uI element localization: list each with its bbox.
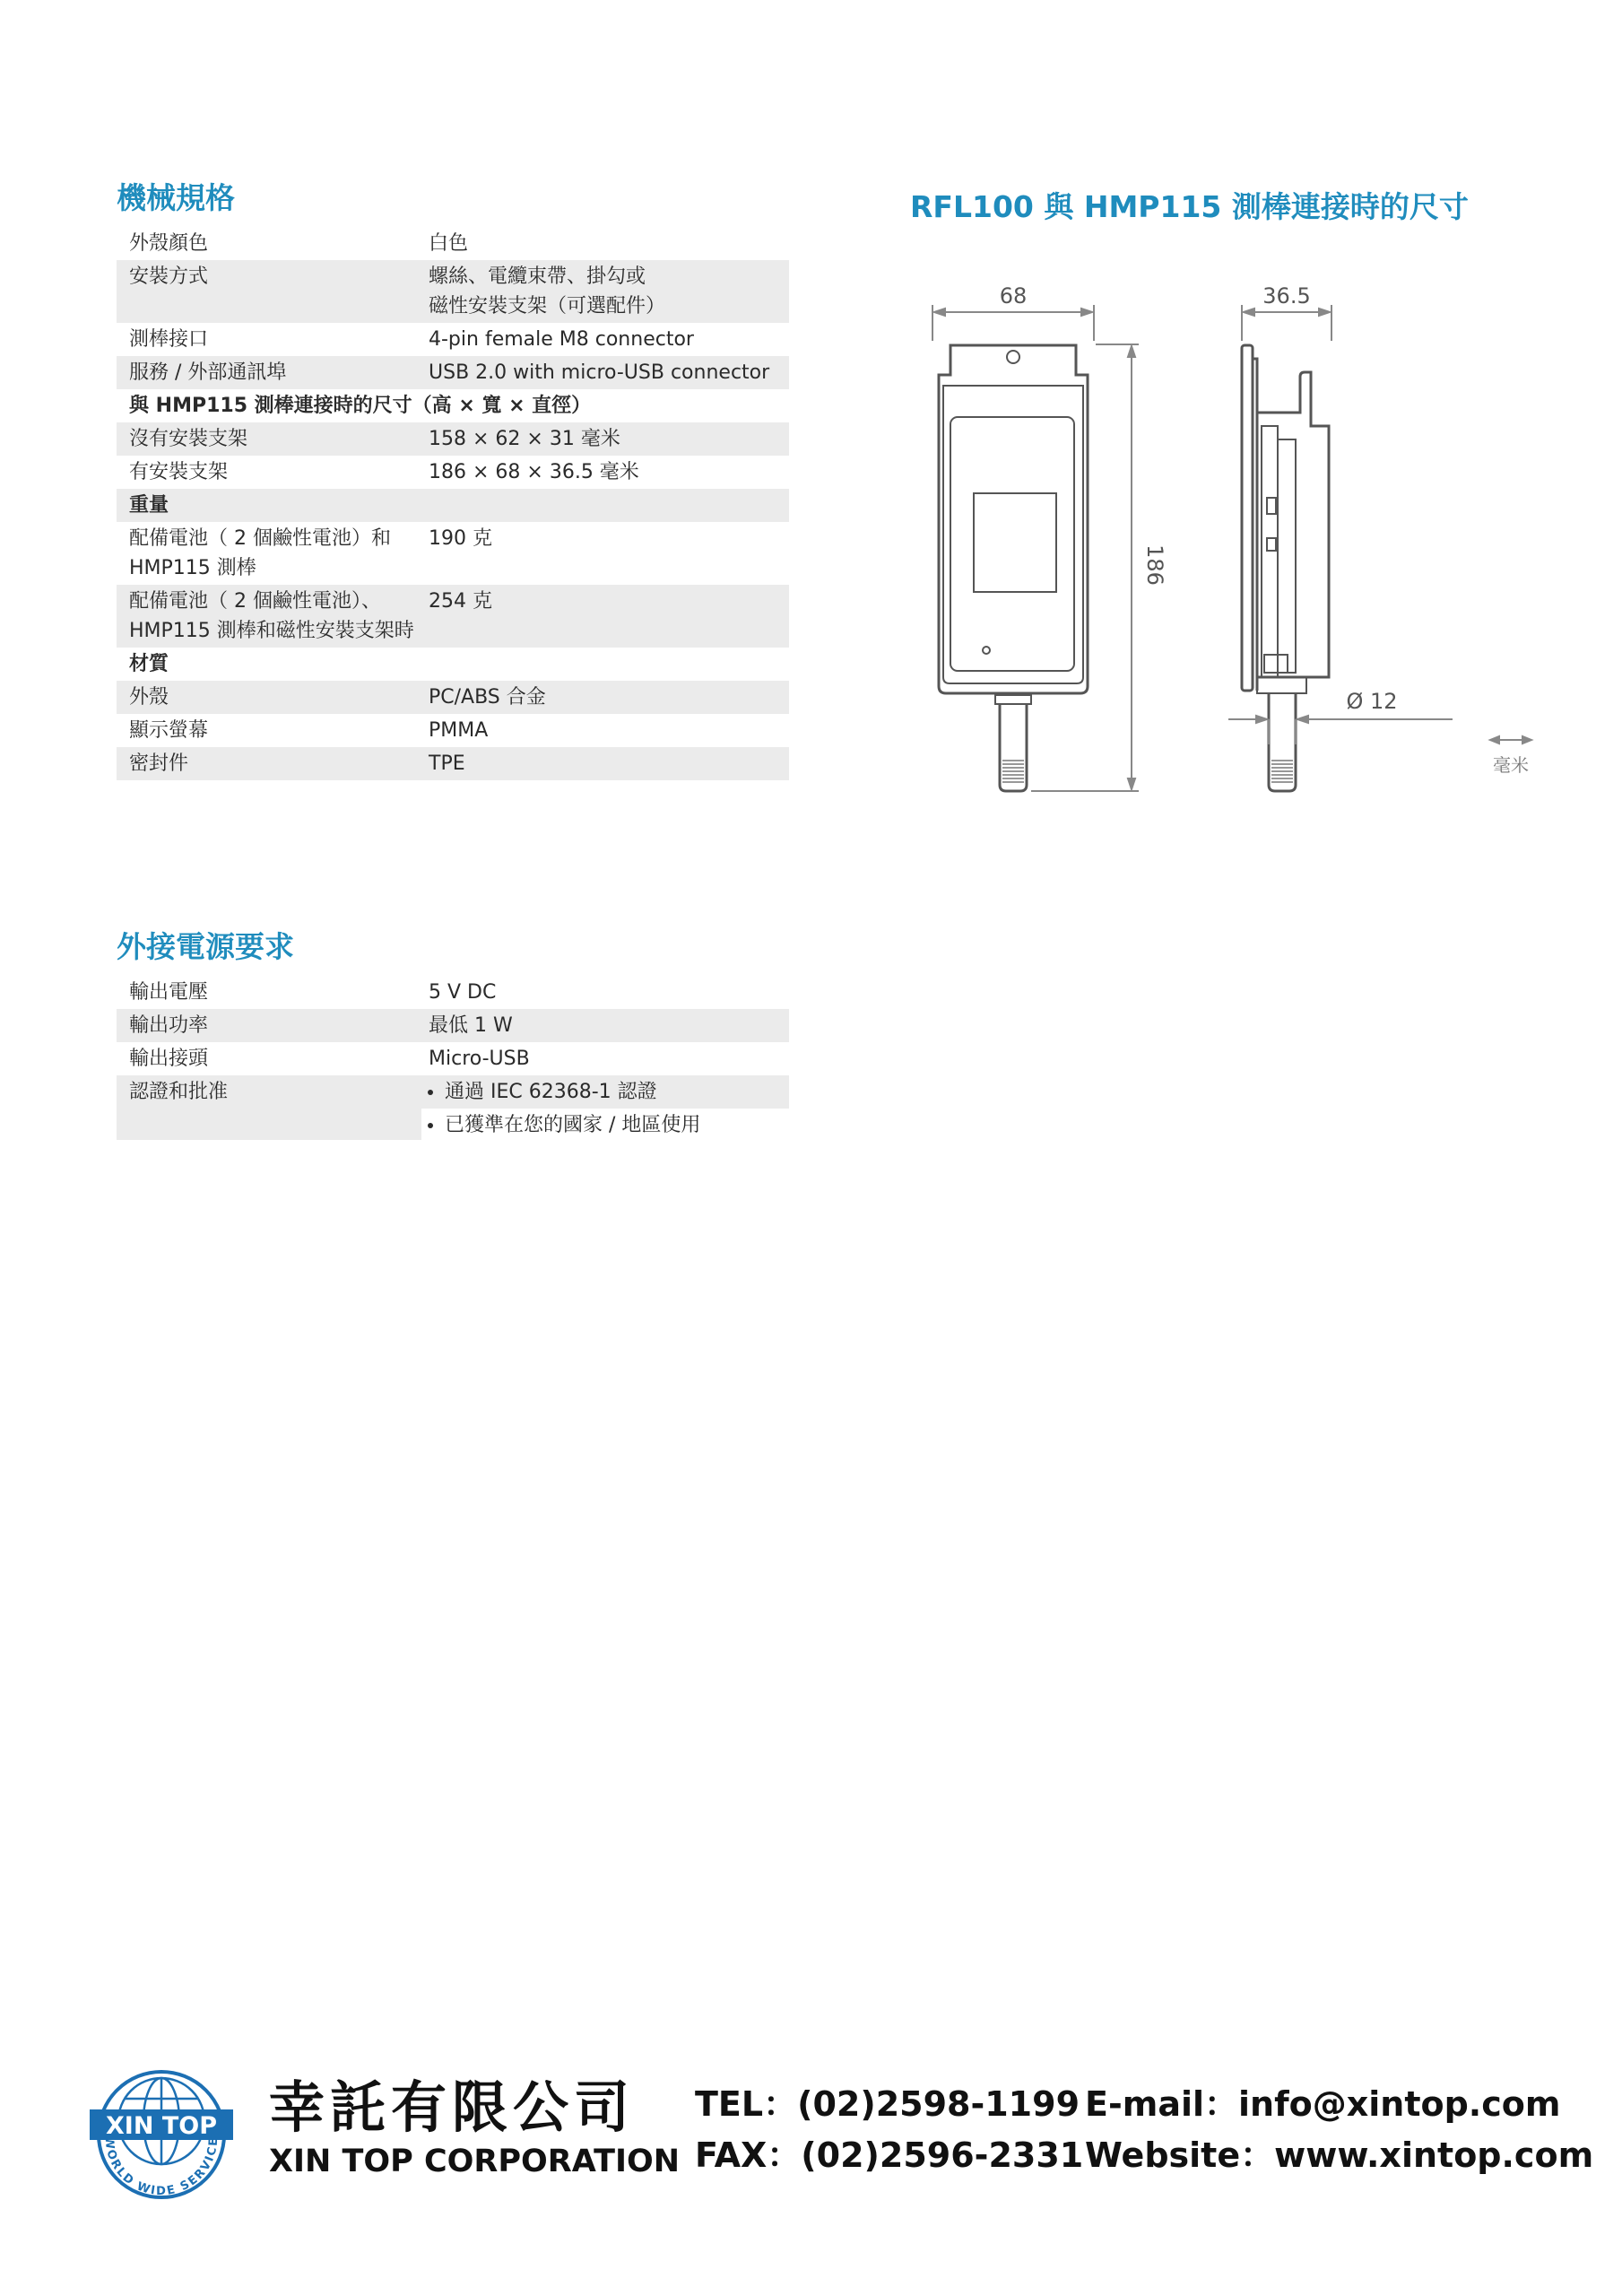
logo-ring-text: WORLD WIDE SERVICE	[101, 2135, 221, 2199]
tel-text: TEL：(02)2598-1199	[695, 2084, 1080, 2124]
table-row: 測棒接口 4-pin female M8 connector	[129, 328, 694, 351]
table-row: 輸出接頭 Micro-USB	[129, 1048, 530, 1070]
unit-arrow-icon	[1490, 736, 1531, 744]
width-label: 68	[999, 283, 1028, 309]
table-row: 配備電池（ 2 個鹼性電池）、 HMP115 測棒和磁性安裝支架時 254 克	[117, 585, 789, 648]
table-row: 輸出功率 最低 1 W	[117, 1009, 789, 1042]
table-row: 配備電池（ 2 個鹼性電池）和 HMP115 測棒 190 克	[129, 527, 492, 579]
table-row: 外殼顏色 白色	[129, 232, 469, 255]
mechanical-title: 機械規格	[117, 180, 235, 215]
table-row: 有安裝支架 186 × 68 × 36.5 毫米	[129, 461, 639, 483]
power-table	[117, 976, 789, 1140]
fax-text: FAX：(02)2596-2331	[695, 2135, 1084, 2175]
power-title: 外接電源要求	[117, 929, 294, 964]
height-dimension	[1031, 344, 1139, 791]
company-name-en: XIN TOP CORPORATION	[269, 2144, 681, 2179]
table-row: 服務 / 外部通訊埠 USB 2.0 with micro-USB connector	[117, 356, 789, 389]
table-subheader: 重量	[117, 489, 789, 522]
logo-text: XIN TOP	[105, 2112, 218, 2140]
table-row: 沒有安裝支架 158 × 62 × 31 毫米	[117, 422, 789, 456]
table-row: 顯示螢幕 PMMA	[129, 719, 489, 742]
table-row: 安裝方式 螺絲、電纜束帶、掛勾或 磁性安裝支架（可選配件）	[117, 260, 789, 323]
width-dimension	[932, 305, 1094, 341]
table-row: 認證和批准 • 通過 IEC 62368-1 認證 • 已獲準在您的國家 / 地區使用	[117, 1075, 789, 1140]
height-label: 186	[1142, 544, 1167, 586]
email-text: E-mail：info@xintop.com	[1085, 2084, 1561, 2124]
device-side-view	[1242, 345, 1329, 791]
xintop-logo	[81, 2063, 242, 2206]
list-item: • 通過 IEC 62368-1 認證	[445, 1077, 789, 1107]
diameter-label: Ø 12	[1346, 689, 1398, 714]
diameter-dimension	[1228, 716, 1453, 744]
website-text: Website：www.xintop.com	[1085, 2135, 1594, 2175]
mechanical-table	[117, 227, 789, 780]
unit-label: 毫米	[1493, 754, 1529, 776]
table-row: 輸出電壓 5 V DC	[129, 981, 497, 1004]
company-name-cn: 幸託有限公司	[269, 2074, 636, 2140]
list-item: • 已獲準在您的國家 / 地區使用	[445, 1110, 789, 1140]
depth-label: 36.5	[1262, 283, 1311, 309]
table-row: 外殼 PC/ABS 合金	[117, 681, 789, 714]
dimension-diagram	[924, 269, 1551, 798]
certification-list	[429, 1077, 789, 1140]
depth-dimension	[1242, 305, 1331, 341]
table-subheader: 材質	[129, 653, 169, 675]
device-front-view	[939, 345, 1088, 791]
table-row: 密封件 TPE	[117, 747, 789, 780]
diagram-title: RFL100 與 HMP115 測棒連接時的尺寸	[910, 189, 1469, 224]
table-subheader: 與 HMP115 測棒連接時的尺寸（高 × 寬 × 直徑）	[129, 395, 592, 417]
